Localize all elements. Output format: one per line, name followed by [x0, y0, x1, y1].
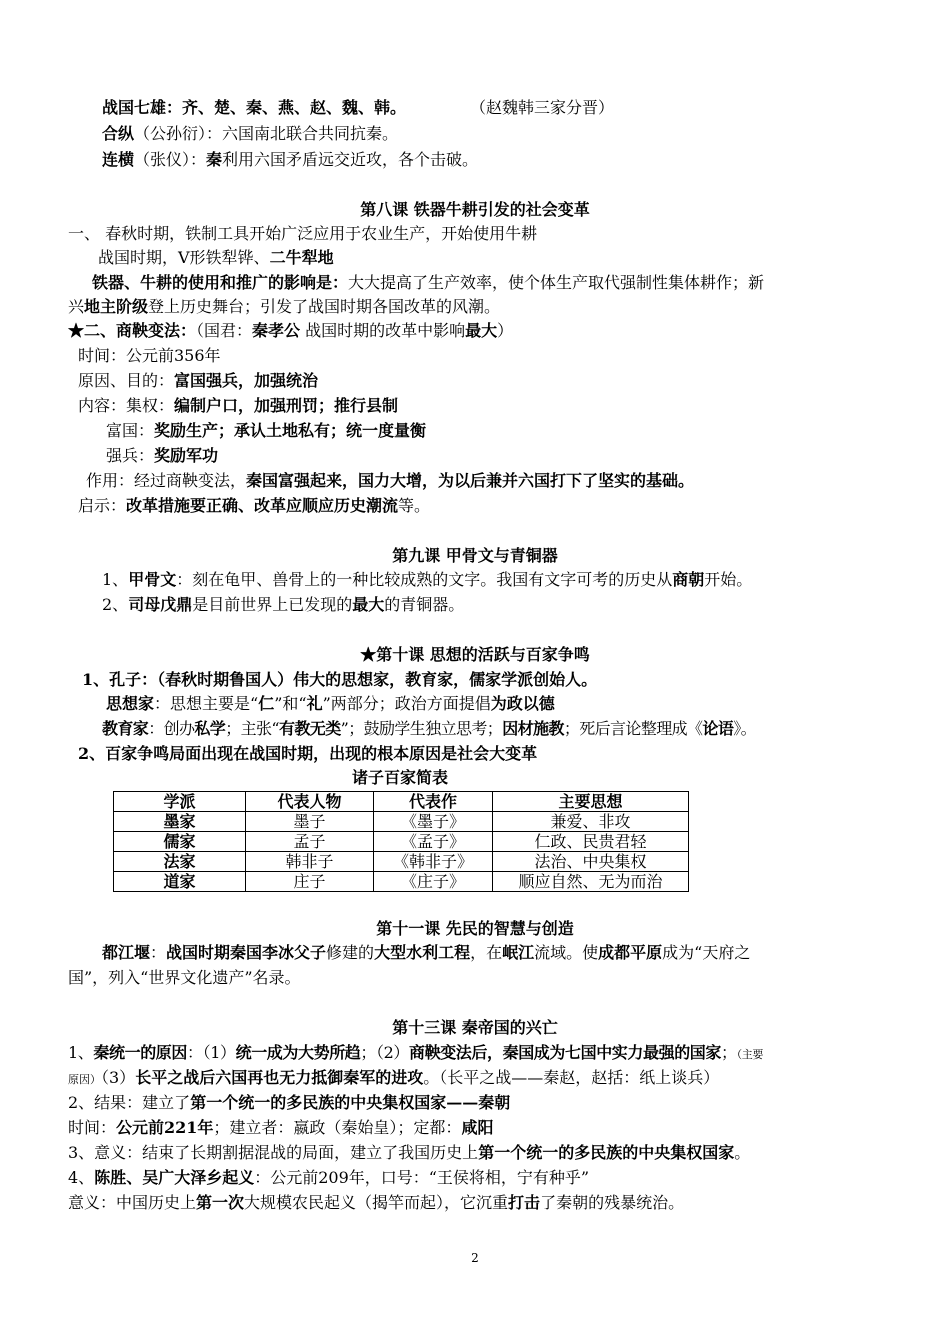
lesson8-line3: 铁器、牛耕的使用和推广的影响是：大大提高了生产效率，使个体生产取代强制性集体耕作；新 [92, 273, 765, 292]
lesson9-line2: 2、司母戊鼎是目前世界上已发现的最大的青铜器。 [102, 595, 465, 614]
schools-table [113, 791, 689, 892]
qin-significance-line: 3、意义：结束了长期割据混战的局面，建立了我国历史上第一个统一的多民族的中央集权国家。 [68, 1143, 751, 1162]
table-row [114, 832, 689, 852]
table-cell: 墨子 [246, 812, 374, 832]
educator-line: 教育家：创办私学；主张“有教无类”；鼓励学生独立思考；因材施教；死后言论整理成《论语》。 [102, 719, 757, 738]
reform-content-centralize: 内容：集权：编制户口，加强刑罚；推行县制 [78, 396, 399, 415]
shangyang-reform-heading: ★二、商鞅变法：（国君：秦孝公 战国时期的改革中影响最大） [68, 321, 514, 340]
table-cell: 仁政、民贵君轻 [493, 832, 689, 852]
table-cell: 顺应自然、无为而治 [493, 872, 689, 892]
table-cell: 道家 [114, 872, 246, 892]
lesson8-title: 第八课 铁器牛耕引发的社会变革 [360, 200, 590, 219]
table-row [114, 872, 689, 892]
hezong-line: 合纵（公孙衍）：六国南北联合共同抗秦。 [102, 124, 399, 143]
reform-time: 时间：公元前356年 [78, 346, 221, 365]
table-header: 主要思想 [493, 792, 689, 812]
qin-time-line: 时间：公元前221年；建立者：嬴政（秦始皇）；定都：咸阳 [68, 1118, 494, 1137]
table-cell: 《墨子》 [374, 812, 493, 832]
table-cell: 法家 [114, 852, 246, 872]
reform-content-wealth: 富国：奖励生产；承认土地私有；统一度量衡 [106, 421, 427, 440]
qin-unification-reasons-line2: 原因）（3）长平之战后六国再也无力抵御秦军的进攻。（长平之战——秦赵，赵括：纸上谈兵） [68, 1068, 720, 1087]
table-header: 代表作 [374, 792, 493, 812]
qin-result-line: 2、结果：建立了第一个统一的多民族的中央集权国家——秦朝 [68, 1093, 511, 1112]
qin-unification-reasons-line1: 1、秦统一的原因：（1）统一成为大势所趋；（2）商鞅变法后，秦国成为七国中实力最强的国家；（主要 [68, 1043, 763, 1062]
table-cell: 《孟子》 [374, 832, 493, 852]
table-header: 代表人物 [246, 792, 374, 812]
reform-content-military: 强兵：奖励军功 [106, 446, 219, 465]
lesson10-title: ★第十课 思想的活跃与百家争鸣 [360, 645, 590, 664]
table-row [114, 852, 689, 872]
table-cell: 法治、中央集权 [493, 852, 689, 872]
confucius-line: 1、孔子：（春秋时期鲁国人）伟大的思想家，教育家，儒家学派创始人。 [82, 670, 598, 689]
lesson9-line1: 1、甲骨文：刻在龟甲、兽骨上的一种比较成熟的文字。我国有文字可考的历史从商朝开始。 [102, 570, 753, 589]
lesson9-title: 第九课 甲骨文与青铜器 [392, 546, 558, 565]
reform-lesson: 启示：改革措施要正确、改革应顺应历史潮流等。 [78, 496, 431, 515]
uprising-significance-line: 意义：中国历史上第一次大规模农民起义（揭竿而起），它沉重打击了秦朝的残暴统治。 [68, 1193, 685, 1212]
table-header-row [114, 792, 689, 812]
lesson8-line2: 战国时期，V形铁犁铧、二牛犁地 [98, 248, 334, 267]
table-cell: 《庄子》 [374, 872, 493, 892]
reform-reason: 原因、目的：富国强兵，加强统治 [78, 371, 319, 390]
table-cell: 儒家 [114, 832, 246, 852]
table-cell: 庄子 [246, 872, 374, 892]
lianheng-line: 连横（张仪）：秦利用六国矛盾远交近攻，各个击破。 [102, 150, 479, 169]
thinker-line: 思想家：思想主要是“仁”和“礼”两部分；政治方面提倡为政以德 [106, 694, 555, 713]
table-cell: 孟子 [246, 832, 374, 852]
table-cell: 《韩非子》 [374, 852, 493, 872]
seven-states-line: 战国七雄：齐、楚、秦、燕、赵、魏、韩。 （赵魏韩三家分晋） [102, 98, 615, 117]
dujiangyan-line1: 都江堰：战国时期秦国李冰父子修建的大型水利工程，在岷江流域。使成都平原成为“天府之 [102, 943, 751, 962]
chen-sheng-wu-guang-line: 4、陈胜、吴广大泽乡起义：公元前209年，口号：“王侯将相，宁有种乎” [68, 1168, 590, 1187]
lesson8-line1: 一、 春秋时期，铁制工具开始广泛应用于农业生产，开始使用牛耕 [68, 224, 538, 243]
hundred-schools-line: 2、百家争鸣局面出现在战国时期，出现的根本原因是社会大变革 [78, 744, 538, 763]
lesson8-line4: 兴地主阶级登上历史舞台；引发了战国时期各国改革的风潮。 [68, 297, 501, 316]
schools-table-title: 诸子百家简表 [351, 768, 448, 787]
table-cell: 墨家 [114, 812, 246, 832]
table-row [114, 812, 689, 832]
table-cell: 韩非子 [246, 852, 374, 872]
lesson11-title: 第十一课 先民的智慧与创造 [376, 919, 574, 938]
lesson13-title: 第十三课 秦帝国的兴亡 [392, 1018, 558, 1037]
page-number: 2 [471, 1251, 479, 1265]
table-header: 学派 [114, 792, 246, 812]
dujiangyan-line2: 国”，列入“世界文化遗产”名录。 [68, 968, 301, 987]
table-cell: 兼爱、非攻 [493, 812, 689, 832]
reform-effect: 作用：经过商鞅变法，秦国富强起来，国力大增，为以后兼并六国打下了坚实的基础。 [86, 471, 695, 490]
